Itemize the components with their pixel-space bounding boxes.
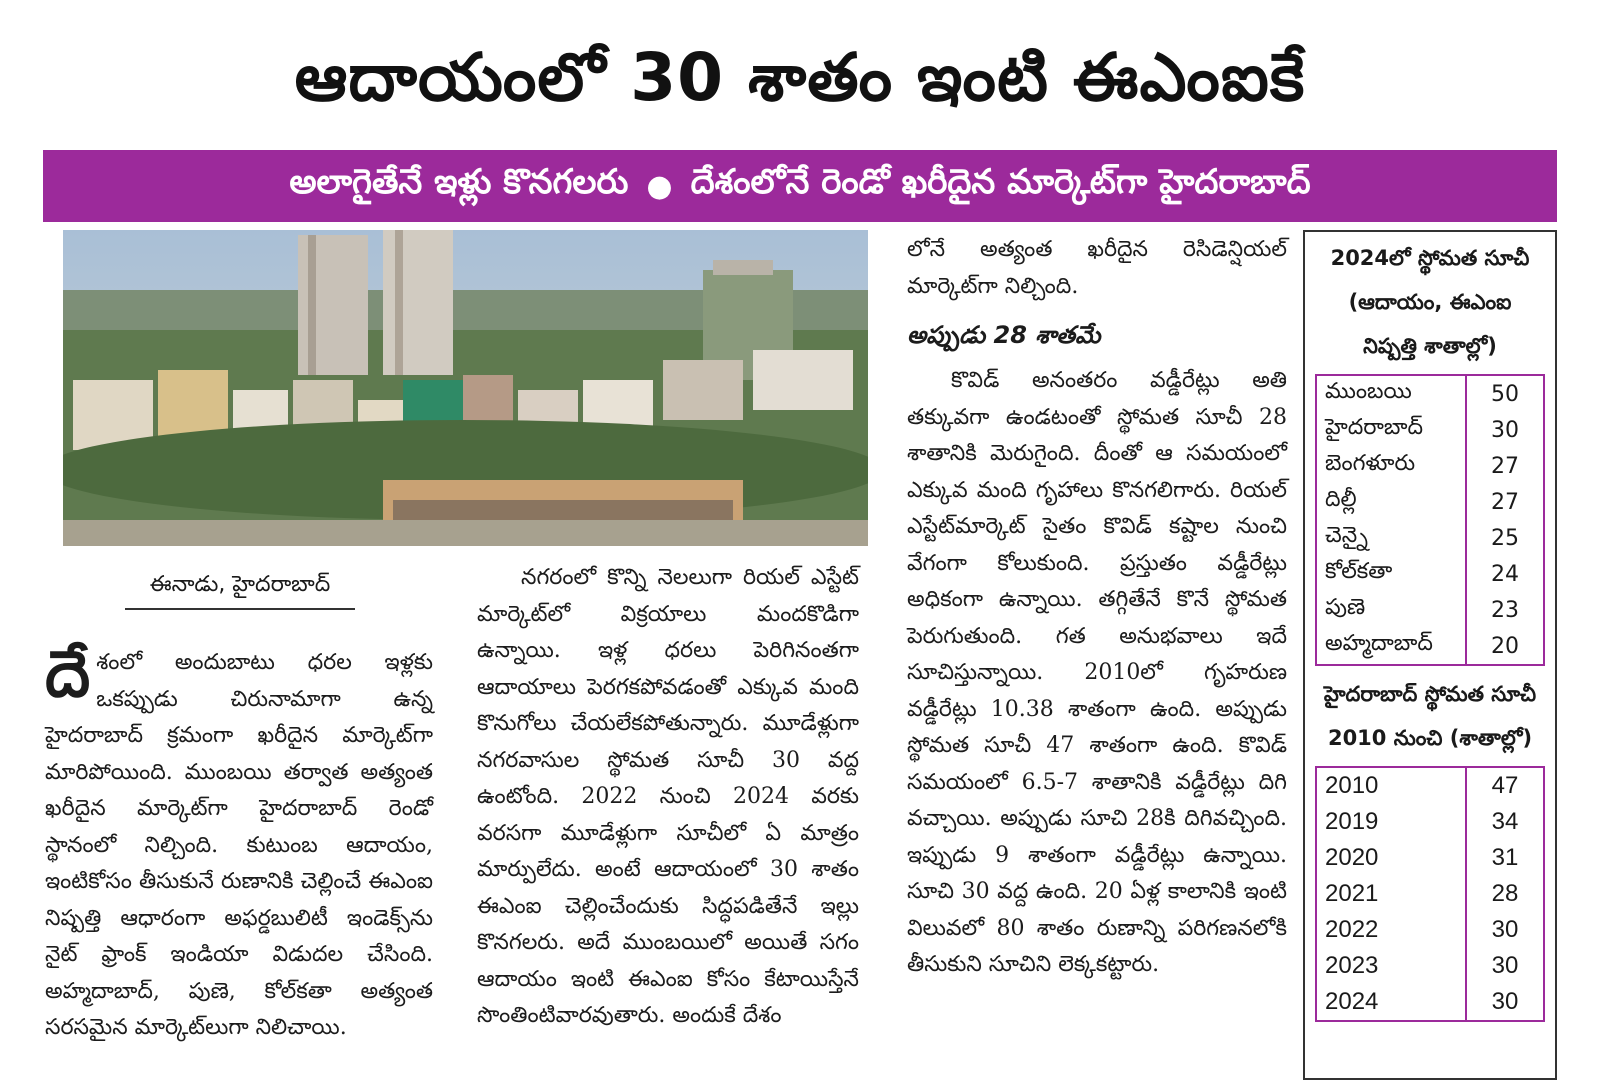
year-value: 47 bbox=[1466, 768, 1543, 804]
year: 2020 bbox=[1325, 844, 1379, 871]
headline: ఆదాయంలో 30 శాతం ఇంటి ఈఎంఐకే bbox=[294, 38, 1306, 116]
sidebar-title-1-line-1: 2024లో స్థోమత సూచీ bbox=[1330, 246, 1530, 270]
table-row bbox=[1317, 376, 1543, 412]
year-value: 30 bbox=[1466, 948, 1543, 984]
city-index-table bbox=[1315, 374, 1545, 666]
city-value: 23 bbox=[1466, 592, 1543, 628]
city-value: 24 bbox=[1466, 556, 1543, 592]
year: 2010 bbox=[1325, 772, 1379, 799]
city-skyline-photo bbox=[63, 230, 868, 546]
year-value: 28 bbox=[1466, 876, 1543, 912]
table-row bbox=[1317, 628, 1543, 664]
year: 2022 bbox=[1325, 916, 1379, 943]
year: 2019 bbox=[1325, 808, 1379, 835]
city-name: హైదరాబాద్ bbox=[1325, 415, 1423, 440]
city-value: 50 bbox=[1466, 376, 1543, 412]
bullet-icon: ● bbox=[646, 168, 673, 204]
year-value: 34 bbox=[1466, 804, 1543, 840]
sidebar-title-1 bbox=[1305, 232, 1555, 368]
city-name: కోల్‌కతా bbox=[1325, 559, 1393, 584]
city-name: అహ్మదాబాద్ bbox=[1325, 631, 1433, 656]
article-col3-body: కొవిడ్ అనంతరం వడ్డీరేట్లు అతి తక్కువగా ఉండటంతో స్థోమత సూచీ 28 శాతానికి మెరుగైంది. దీంతో ఆ సమయంలో ఎక్కువ మంది గృహాలు కొనగలిగారు. రియల్ ఎస్టేట్‌మార్కెట్ సైతం కొవిడ్ కష్టాల నుంచి వేగంగా కోలుకుంది. ప్రస్తుతం వడ్డీరేట్లు అధికంగా ఉన్నాయి. తగ్గితేనే కొనే స్థోమత పెరుగుతుంది. గత అనుభవాలు ఇదే సూచిస్తున్నాయి. 2010లో గృహరుణ వడ్డీరేట్లు 10.38 శాతంగా ఉంది. అప్పుడు స్థోమత సూచీ 47 శాతంగా ఉంది. కొవిడ్ సమయంలో 6.5-7 శాతానికి వడ్డీరేట్లు దిగి వచ్చాయి. అప్పుడు సూచి 28కి దిగివచ్చింది. ఇప్పుడు 9 శాతంగా వడ్డీరేట్లు ఉన్నాయి. సూచి 30 వద్ద ఉంది. 20 ఏళ్ల కాలానికి ఇంటి విలువలో 80 శాతం రుణాన్ని పరిగణనలోకి తీసుకుని సూచిని లెక్కకట్టారు. bbox=[907, 368, 1287, 977]
subhead-part-2: దేశంలోనే రెండో ఖరీదైన మార్కెట్‌గా హైదరాబాద్ bbox=[690, 162, 1311, 202]
sidebar-title-2-line-2: 2010 నుంచి (శాతాల్లో) bbox=[1327, 726, 1533, 750]
table-row bbox=[1317, 520, 1543, 556]
city-name: పుణె bbox=[1325, 595, 1366, 620]
city-value: 27 bbox=[1466, 484, 1543, 520]
byline: ఈనాడు, హైదరాబాద్ bbox=[125, 572, 355, 610]
table-row bbox=[1317, 948, 1543, 984]
article-col1-text: శంలో అందుబాటు ధరల ఇళ్లకు ఒకప్పుడు చిరునామాగా ఉన్న హైదరాబాద్ క్రమంగా ఖరీదైన మార్కెట్‌గా మారిపోయింది. ముంబయి తర్వాత అత్యంత ఖరీదైన మార్కెట్‌గా హైదరాబాద్ రెండో స్థానంలో నిల్చింది. కుటుంబ ఆదాయం, ఇంటికోసం తీసుకునే రుణానికి చెల్లించే ఈఎంఐ నిష్పత్తి ఆధారంగా అఫర్డబులిటీ ఇండెక్స్‌ను నైట్ ఫ్రాంక్ ఇండియా విడుదల చేసింది. అహ్మదాబాద్, పుణె, కోల్‌కతా అత్యంత సరసమైన మార్కెట్‌లుగా నిలిచాయి. bbox=[45, 650, 433, 1040]
year: 2023 bbox=[1325, 952, 1379, 979]
city-value: 27 bbox=[1466, 448, 1543, 484]
article-col2-text: నగరంలో కొన్ని నెలలుగా రియల్ ఎస్టేట్ మార్కెట్‌లో విక్రయాలు మందకొడిగా ఉన్నాయి. ఇళ్ల ధరలు పెరిగినంతగా ఆదాయాలు పెరగకపోవడంతో ఎక్కువ మంది కొనుగోలు చేయలేకపోతున్నారు. మూడేళ్లుగా నగరవాసుల స్థోమత సూచీ 30 వద్ద ఉంటోంది. 2022 నుంచి 2024 వరకు వరసగా మూడేళ్లుగా సూచీలో ఏ మాత్రం మార్పులేదు. అంటే ఆదాయంలో 30 శాతం ఈఎంఐ చెల్లించేందుకు సిద్ధపడితేనే ఇల్లు కొనగలరు. అదే ముంబయిలో అయితే సగం ఆదాయం ఇంటి ఈఎంఐ కోసం కేటాయిస్తేనే సొంతింటివారవుతారు. అందుకే దేశం bbox=[477, 565, 859, 1028]
table-row bbox=[1317, 556, 1543, 592]
city-name: బెంగళూరు bbox=[1325, 451, 1416, 476]
subhead-part-1: అలాగైతేనే ఇళ్లు కొనగలరు bbox=[289, 162, 629, 202]
table-row bbox=[1317, 448, 1543, 484]
sidebar-title-1-line-2: (ఆదాయం, ఈఎంఐ bbox=[1348, 290, 1512, 314]
year-value: 31 bbox=[1466, 840, 1543, 876]
table-row bbox=[1317, 592, 1543, 628]
table-row bbox=[1317, 412, 1543, 448]
city-name: చెన్నై bbox=[1325, 523, 1368, 548]
sidebar-title-2-line-1: హైదరాబాద్ స్థోమత సూచీ bbox=[1323, 682, 1537, 706]
table-row bbox=[1317, 984, 1543, 1020]
table-row bbox=[1317, 804, 1543, 840]
year: 2021 bbox=[1325, 880, 1379, 907]
table-row bbox=[1317, 484, 1543, 520]
subheadline-banner bbox=[43, 150, 1557, 222]
city-value: 30 bbox=[1466, 412, 1543, 448]
article-column-3 bbox=[907, 232, 1287, 984]
article-subheading: అప్పుడు 28 శాతమే bbox=[907, 321, 1101, 349]
year-value: 30 bbox=[1466, 912, 1543, 948]
city-name: ముంబయి bbox=[1325, 379, 1412, 404]
sidebar-title-1-line-3: నిష్పత్తి శాతాల్లో) bbox=[1363, 334, 1497, 358]
drop-cap: దే bbox=[45, 638, 91, 712]
article-column-2 bbox=[477, 560, 859, 1035]
year-value: 30 bbox=[1466, 984, 1543, 1020]
sidebar-title-2 bbox=[1305, 672, 1555, 760]
table-row bbox=[1317, 768, 1543, 804]
table-row bbox=[1317, 876, 1543, 912]
year: 2024 bbox=[1325, 988, 1379, 1015]
city-name: దిల్లీ bbox=[1325, 487, 1357, 512]
city-value: 20 bbox=[1466, 628, 1543, 664]
year-index-table bbox=[1315, 766, 1545, 1022]
table-row bbox=[1317, 912, 1543, 948]
table-row bbox=[1317, 840, 1543, 876]
city-value: 25 bbox=[1466, 520, 1543, 556]
article-col3-top-text: లోనే అత్యంత ఖరీదైన రెసిడెన్షియల్ మార్కెట్‌గా నిల్చింది. bbox=[907, 237, 1287, 299]
article-column-1 bbox=[45, 638, 433, 1047]
affordability-sidebar bbox=[1303, 230, 1557, 1080]
